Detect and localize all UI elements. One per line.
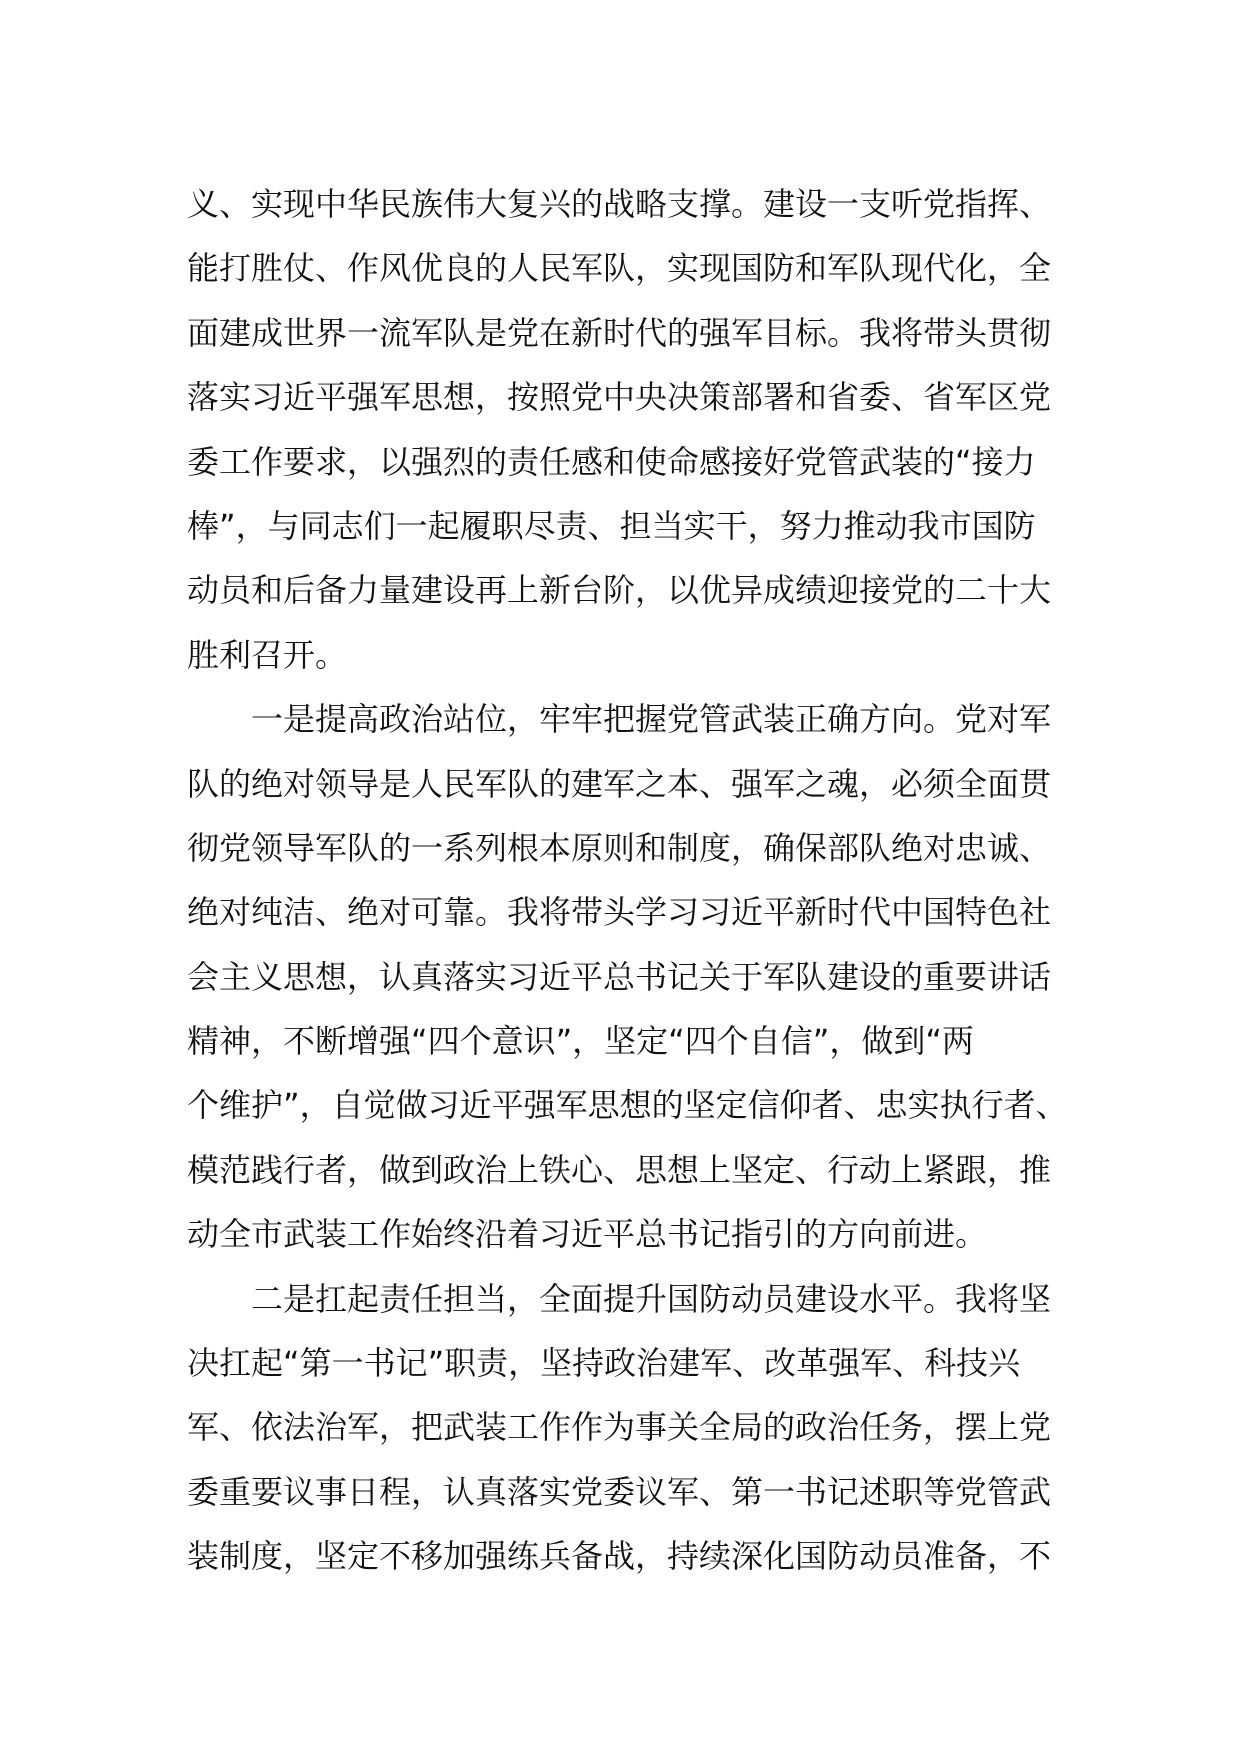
paragraph-first-line: 一是提高政治站位，牢牢把握党管武装正确方向。党对军 — [251, 700, 1052, 739]
text-line: 模范践行者，做到政治上铁心、思想上坚定、行动上紧跟，推 — [187, 1150, 1052, 1189]
text-line: 会主义思想，认真落实习近平总书记关于军队建设的重要讲话 — [187, 957, 1052, 996]
text-line: 动员和后备力量建设再上新台阶，以优异成绩迎接党的二十大 — [187, 571, 1052, 610]
text-line: 落实习近平强军思想，按照党中央决策部署和省委、省军区党 — [187, 378, 1052, 417]
text-line: 义、实现中华民族伟大复兴的战略支撑。建设一支听党指挥、 — [187, 185, 1052, 223]
text-line: 委重要议事日程，认真落实党委议军、第一书记述职等党管武 — [187, 1472, 1052, 1511]
text-line: 精神，不断增强“四个意识”，坚定“四个自信”，做到“两 — [187, 1022, 974, 1061]
body-text — [187, 172, 1067, 1589]
text-line: 队的绝对领导是人民军队的建军之本、强军之魂，必须全面贯 — [187, 764, 1052, 803]
text-line: 委工作要求，以强烈的责任感和使命感接好党管武装的“接力 — [187, 442, 1036, 481]
text-line: 面建成世界一流军队是党在新时代的强军目标。我将带头贯彻 — [187, 313, 1052, 352]
text-line: 能打胜仗、作风优良的人民军队，实现国防和军队现代化，全 — [187, 249, 1052, 288]
text-line: 装制度，坚定不移加强练兵备战，持续深化国防动员准备，不 — [187, 1537, 1052, 1576]
text-line: 彻党领导军队的一系列根本原则和制度，确保部队绝对忠诚、 — [187, 828, 1052, 867]
text-line: 军、依法治军，把武装工作作为事关全局的政治任务，摆上党 — [187, 1408, 1052, 1447]
text-line: 决扛起“第一书记”职责，坚持政治建军、改革强军、科技兴 — [187, 1344, 1021, 1383]
text-line: 动全市武装工作始终沿着习近平总书记指引的方向前进。 — [187, 1215, 988, 1254]
text-line: 胜利召开。 — [187, 635, 348, 674]
paragraph-first-line: 二是扛起责任担当，全面提升国防动员建设水平。我将坚 — [251, 1279, 1052, 1318]
text-line: 个维护”，自觉做习近平强军思想的坚定信仰者、忠实执行者、 — [187, 1086, 1068, 1125]
text-line: 棒”，与同志们一起履职尽责、担当实干，努力推动我市国防 — [187, 506, 1036, 545]
text-line: 绝对纯洁、绝对可靠。我将带头学习习近平新时代中国特色社 — [187, 893, 1052, 932]
